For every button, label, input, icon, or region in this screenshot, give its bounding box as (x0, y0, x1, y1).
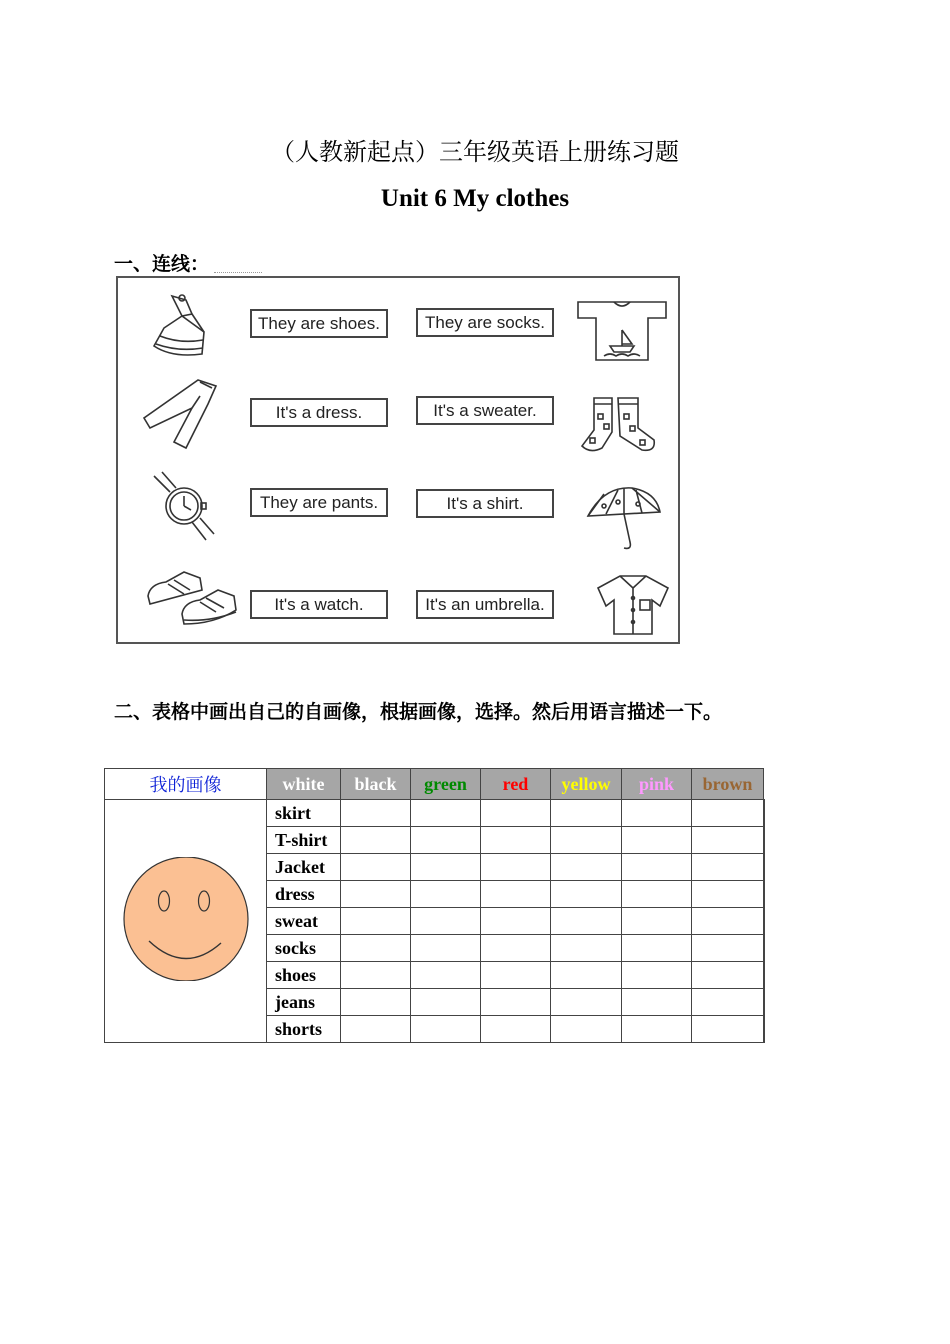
unit-title: Unit 6 My clothes (380, 185, 570, 212)
choice-cell[interactable] (341, 854, 411, 881)
choice-cell[interactable] (622, 1016, 692, 1043)
table-row (105, 800, 765, 827)
section1-heading: 一、连线： (114, 253, 210, 275)
clothing-item-label: skirt (267, 800, 341, 827)
choice-cell[interactable] (692, 881, 764, 908)
choice-cell[interactable] (764, 881, 765, 908)
choice-cell[interactable] (622, 800, 692, 827)
choice-cell[interactable] (341, 989, 411, 1016)
sweater-icon (574, 296, 670, 364)
choice-cell[interactable] (411, 800, 481, 827)
choice-cell[interactable] (481, 1016, 551, 1043)
choice-cell[interactable] (411, 854, 481, 881)
clothing-item-label: Jacket (267, 854, 341, 881)
sentence-box: It's a watch. (250, 590, 388, 619)
color-header: red (481, 769, 551, 800)
choice-cell[interactable] (551, 854, 622, 881)
clothing-item-label: sweat (267, 908, 341, 935)
choice-cell[interactable] (551, 989, 622, 1016)
choice-cell[interactable] (551, 962, 622, 989)
color-header: pink (622, 769, 692, 800)
choice-cell[interactable] (551, 800, 622, 827)
dress-icon (142, 288, 218, 360)
watch-icon (148, 470, 220, 544)
choice-cell[interactable] (341, 1016, 411, 1043)
choice-cell[interactable] (692, 800, 764, 827)
choice-cell[interactable] (692, 935, 764, 962)
choice-cell[interactable] (764, 989, 765, 1016)
choice-cell[interactable] (551, 1016, 622, 1043)
choice-cell[interactable] (481, 881, 551, 908)
choice-cell[interactable] (481, 854, 551, 881)
clothing-item-label: shorts (267, 1016, 341, 1043)
sentence-box: It's a sweater. (416, 396, 554, 425)
choice-cell[interactable] (551, 908, 622, 935)
choice-cell[interactable] (341, 800, 411, 827)
shoes-icon (144, 564, 240, 630)
color-header: yellow (551, 769, 622, 800)
choice-cell[interactable] (622, 881, 692, 908)
sentence-box: It's a dress. (250, 398, 388, 427)
choice-cell[interactable] (411, 827, 481, 854)
choice-cell[interactable] (622, 827, 692, 854)
choice-cell[interactable] (692, 854, 764, 881)
choice-cell[interactable] (551, 935, 622, 962)
color-header: brown (692, 769, 764, 800)
choice-cell[interactable] (411, 1016, 481, 1043)
pants-icon (140, 376, 220, 450)
portrait-header: 我的画像 (105, 769, 267, 800)
table-header-row (105, 769, 765, 800)
choice-cell[interactable] (411, 908, 481, 935)
choice-cell[interactable] (341, 962, 411, 989)
choice-cell[interactable] (481, 800, 551, 827)
choice-cell[interactable] (551, 881, 622, 908)
choice-cell[interactable] (411, 881, 481, 908)
clothing-item-label: jeans (267, 989, 341, 1016)
choice-cell[interactable] (692, 962, 764, 989)
choice-cell[interactable] (341, 827, 411, 854)
choice-cell[interactable] (341, 881, 411, 908)
choice-cell[interactable] (764, 800, 765, 827)
choice-cell[interactable] (411, 989, 481, 1016)
color-header: white (267, 769, 341, 800)
choice-cell[interactable] (692, 827, 764, 854)
choice-cell[interactable] (622, 989, 692, 1016)
choice-cell[interactable] (481, 827, 551, 854)
choice-cell[interactable] (764, 908, 765, 935)
choice-cell[interactable] (764, 1016, 765, 1043)
section2-heading: 二、表格中画出自己的自画像，根据画像，选择。然后用语言描述一下。 (114, 701, 723, 723)
choice-cell[interactable] (551, 827, 622, 854)
choice-cell[interactable] (411, 935, 481, 962)
smiley-face-icon (121, 857, 251, 981)
sentence-box: It's an umbrella. (416, 590, 554, 619)
choice-cell[interactable] (692, 1016, 764, 1043)
clothes-color-table (104, 768, 765, 1043)
color-header: black (341, 769, 411, 800)
portrait-cell[interactable] (105, 800, 267, 1043)
choice-cell[interactable] (411, 962, 481, 989)
choice-cell[interactable] (481, 989, 551, 1016)
color-header: green (411, 769, 481, 800)
clothing-item-label: socks (267, 935, 341, 962)
sentence-box: They are shoes. (250, 309, 388, 338)
choice-cell[interactable] (764, 962, 765, 989)
choice-cell[interactable] (481, 962, 551, 989)
matching-exercise (116, 276, 680, 644)
umbrella-icon (584, 482, 664, 554)
clothing-item-label: dress (267, 881, 341, 908)
sentence-box: They are pants. (250, 488, 388, 517)
choice-cell[interactable] (341, 908, 411, 935)
choice-cell[interactable] (341, 935, 411, 962)
choice-cell[interactable] (764, 854, 765, 881)
sentence-box: It's a shirt. (416, 489, 554, 518)
clothing-item-label: shoes (267, 962, 341, 989)
choice-cell[interactable] (622, 908, 692, 935)
choice-cell[interactable] (764, 827, 765, 854)
choice-cell[interactable] (481, 908, 551, 935)
document-title: （人教新起点）三年级英语上册练习题 (271, 138, 679, 166)
clothing-item-label: T-shirt (267, 827, 341, 854)
choice-cell[interactable] (622, 962, 692, 989)
sentence-box: They are socks. (416, 308, 554, 337)
choice-cell[interactable] (692, 908, 764, 935)
answer-line (214, 272, 262, 273)
choice-cell[interactable] (622, 854, 692, 881)
socks-icon (576, 392, 662, 456)
choice-cell[interactable] (622, 935, 692, 962)
choice-cell[interactable] (692, 989, 764, 1016)
choice-cell[interactable] (764, 935, 765, 962)
shirt-icon (594, 570, 672, 638)
choice-cell[interactable] (481, 935, 551, 962)
